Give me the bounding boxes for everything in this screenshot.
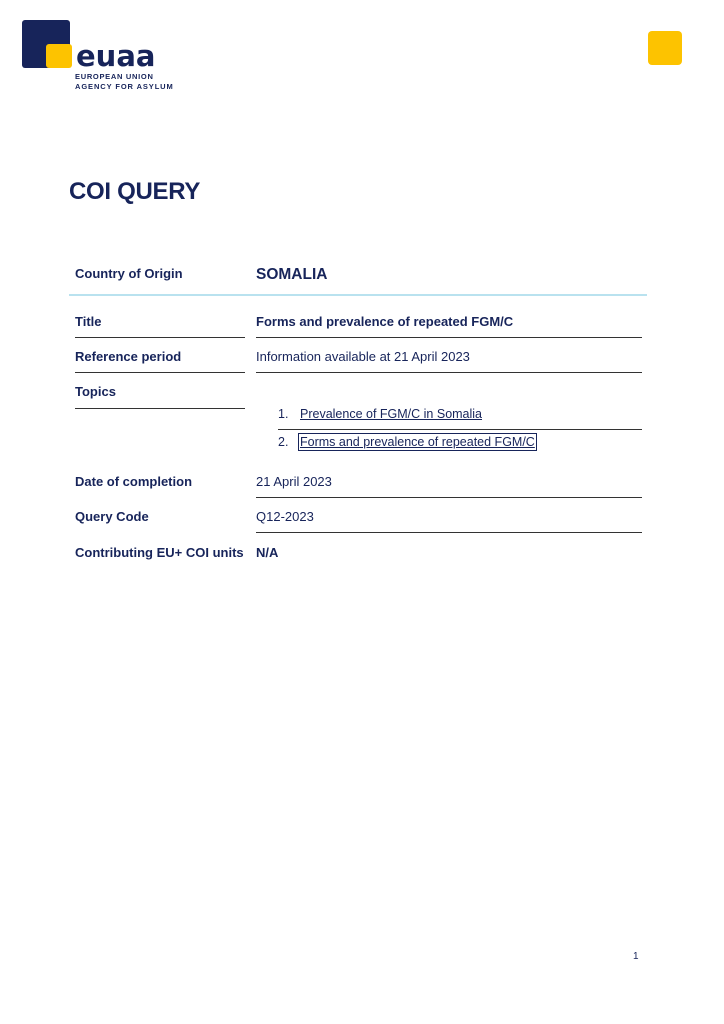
topic-number: 2.	[278, 435, 289, 449]
query-code-label: Query Code	[75, 509, 149, 524]
reference-period-label: Reference period	[75, 349, 182, 364]
contributing-units-label: Contributing EU+ COI units	[75, 545, 244, 560]
title-value: Forms and prevalence of repeated FGM/C	[256, 314, 514, 329]
header-divider	[69, 294, 647, 296]
topic-number: 1.	[278, 407, 289, 421]
row-divider	[256, 497, 642, 498]
page-title: COI QUERY	[69, 178, 201, 205]
logo-wordmark: euaa	[76, 39, 156, 73]
topics-label: Topics	[75, 384, 116, 399]
row-divider	[256, 532, 642, 533]
row-divider	[256, 337, 642, 338]
topic-link-forms[interactable]: Forms and prevalence of repeated FGM/C	[300, 435, 535, 449]
date-of-completion-label: Date of completion	[75, 474, 193, 489]
topic-item-2	[278, 435, 535, 449]
country-value: SOMALIA	[256, 266, 328, 283]
contributing-units-value: N/A	[256, 545, 279, 560]
corner-accent-square	[648, 31, 682, 65]
title-label: Title	[75, 314, 102, 329]
row-divider	[256, 372, 642, 373]
topic-link-prevalence[interactable]: Prevalence of FGM/C in Somalia	[300, 407, 483, 421]
euaa-logo	[22, 20, 172, 95]
row-divider	[75, 408, 245, 409]
reference-period-value: Information available at 21 April 2023	[256, 349, 470, 364]
query-code-value: Q12-2023	[256, 509, 314, 524]
date-of-completion-value: 21 April 2023	[256, 474, 332, 489]
country-label: Country of Origin	[75, 266, 183, 281]
logo-subtitle-line2: AGENCY FOR ASYLUM	[75, 82, 174, 91]
logo-subtitle-line1: EUROPEAN UNION	[75, 72, 154, 81]
topic-item-1	[278, 407, 482, 421]
euaa-logo-mark-icon	[22, 20, 74, 70]
page-number: 1	[633, 951, 639, 962]
row-divider	[278, 429, 642, 430]
row-divider	[75, 337, 245, 338]
row-divider	[75, 372, 245, 373]
